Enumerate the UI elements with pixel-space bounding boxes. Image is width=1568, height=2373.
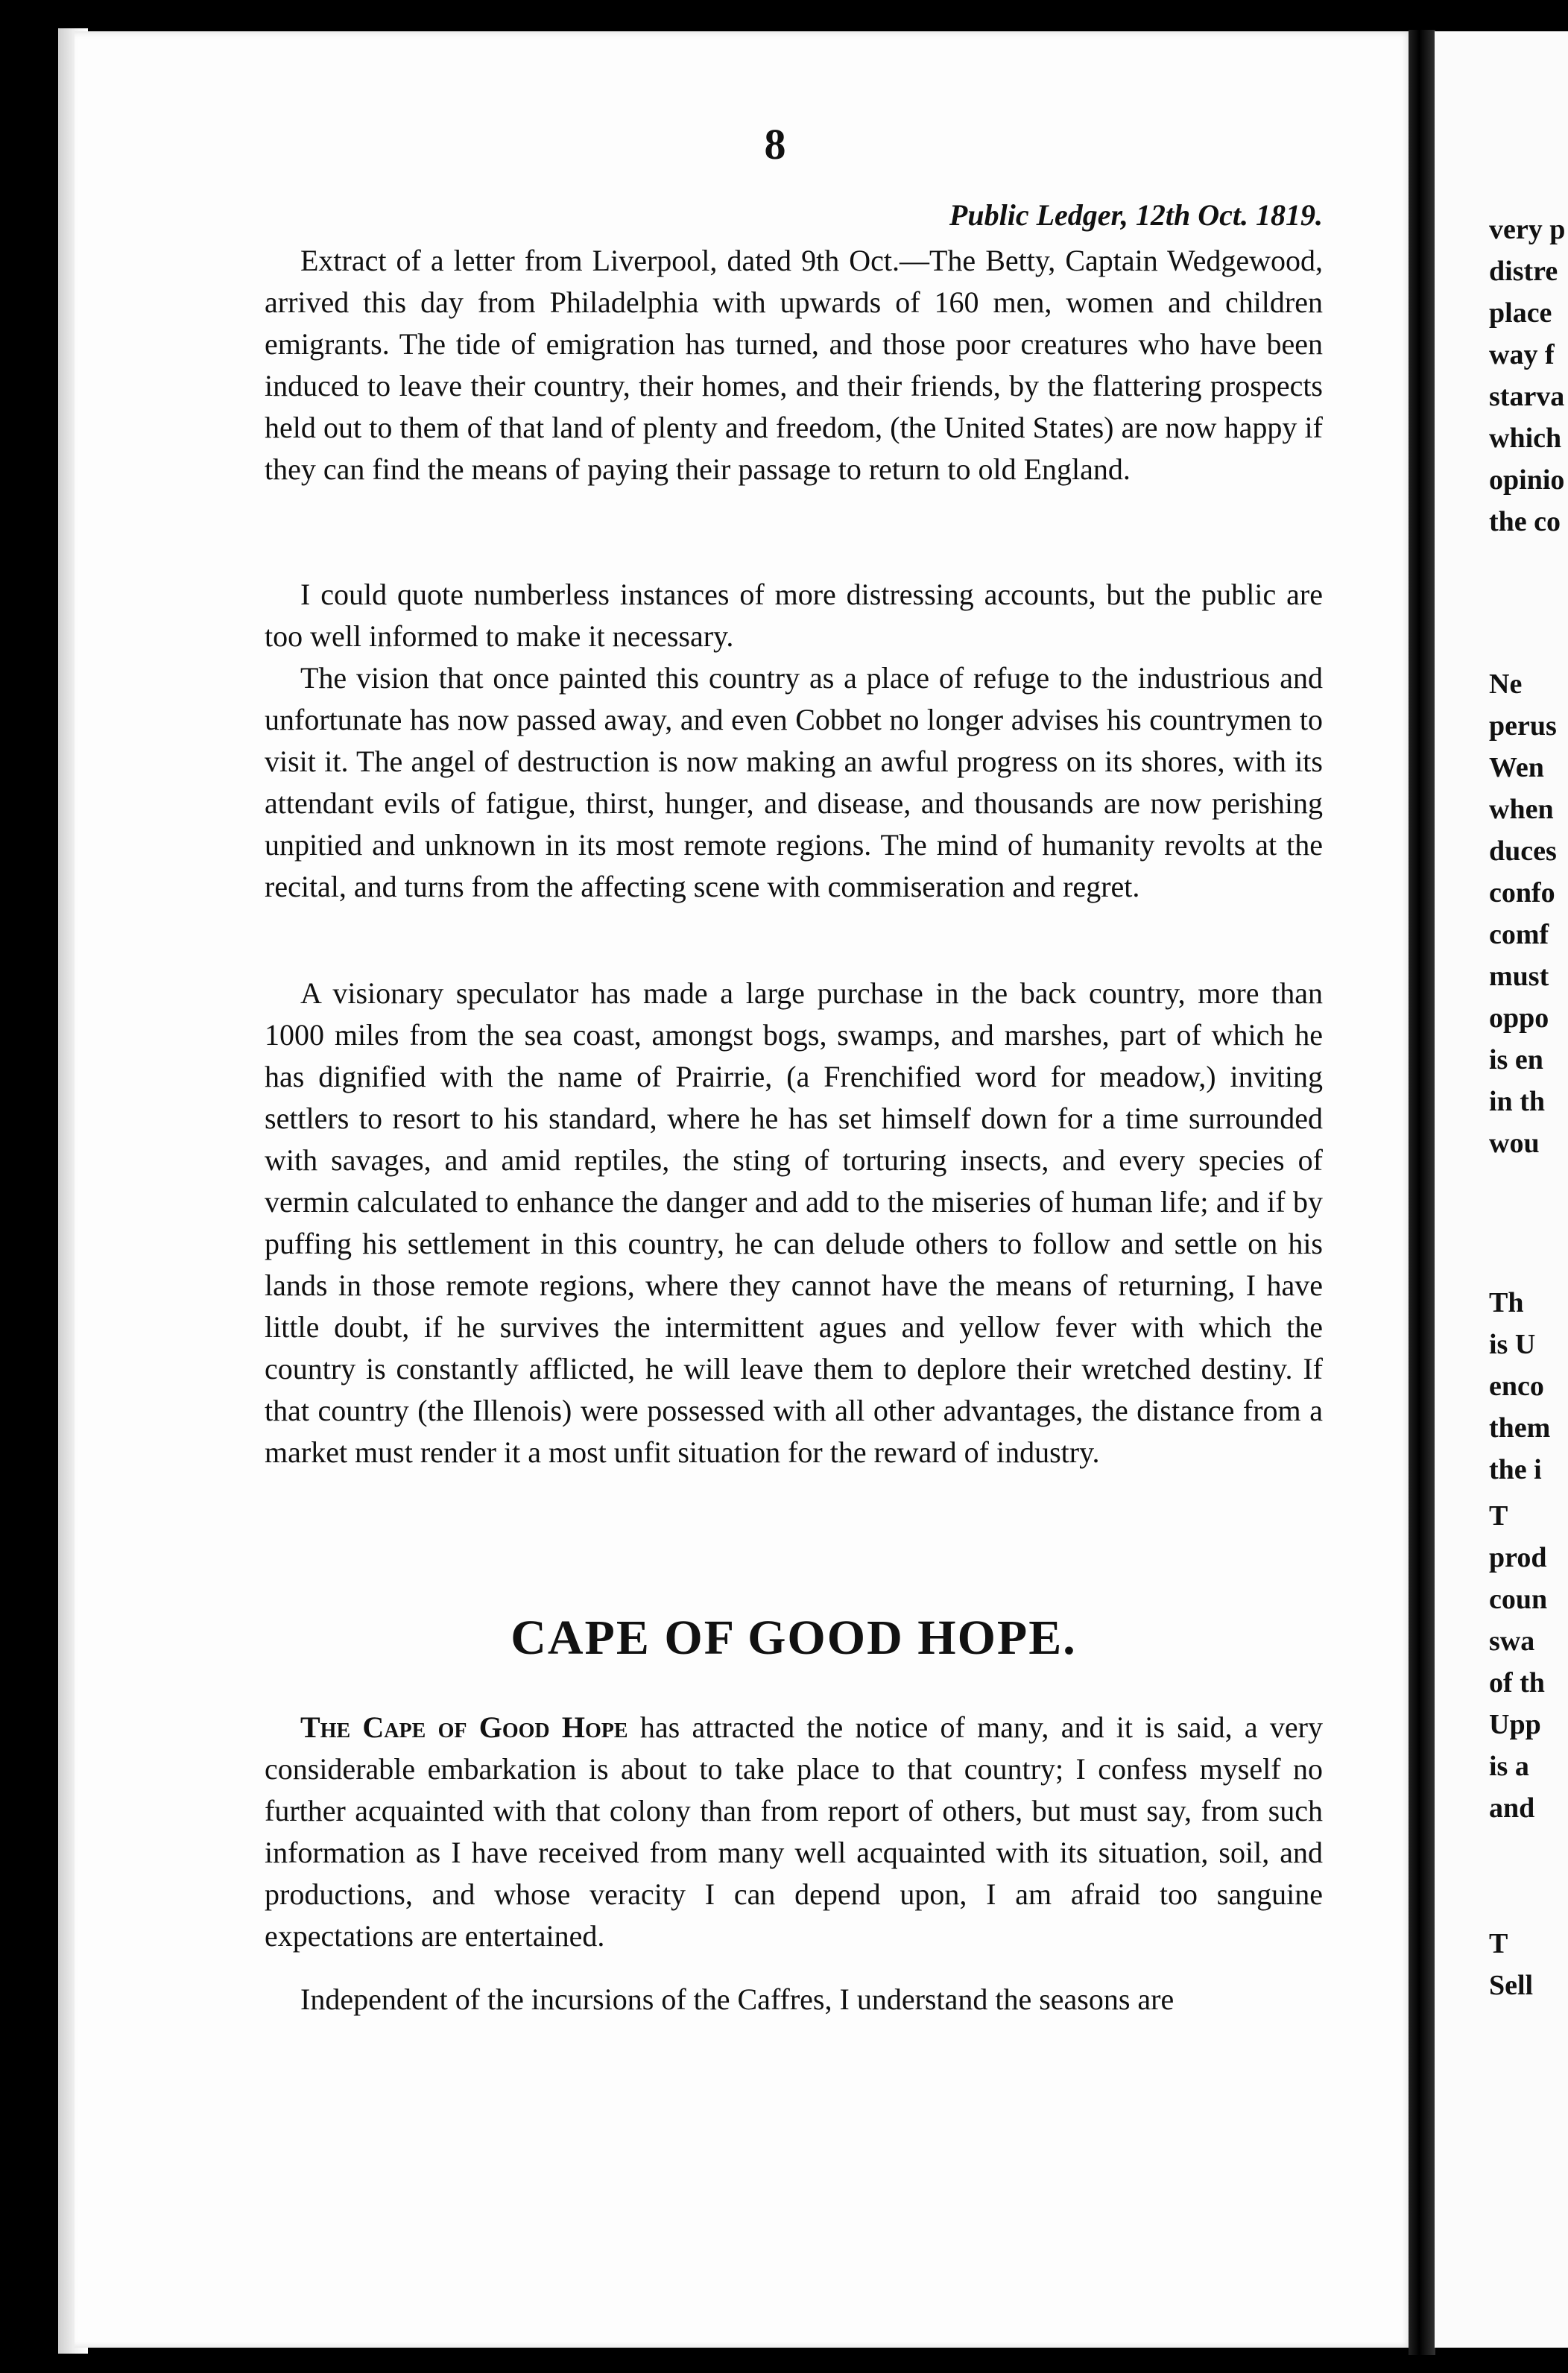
right-page-fragment: perus <box>1489 710 1557 742</box>
right-page-fragment: and <box>1489 1792 1535 1824</box>
right-page-fragment: Ne <box>1489 669 1523 700</box>
paragraph-numberless-instances: I could quote numberless instances of more distressing accounts, but the public are too well informed to make it necessary. <box>265 578 1323 653</box>
right-page-fragment: them <box>1489 1412 1551 1444</box>
right-page-fragment: duces <box>1489 835 1557 867</box>
right-page-fragment: is en <box>1489 1044 1543 1075</box>
right-page-fragment: distre <box>1489 256 1558 287</box>
right-page-fragment: must <box>1489 961 1549 992</box>
right-page-fragment: Upp <box>1489 1709 1541 1740</box>
source-citation: Public Ledger, 12th Oct. 1819. <box>949 198 1323 232</box>
paragraph-caffres: Independent of the incursions of the Caffres, I understand the seasons are <box>300 1982 1175 2016</box>
paragraph-liverpool-extract: Extract of a letter from Liverpool, dated 9th Oct.—The Betty, Captain Wedgewood, arrived this day from Philadelphia with upwards of 160 men, women and children emigrants. The tide of emigration has turned, and those poor creatures who have been induced to leave their country, their homes, and their friends, by the flattering prospects held out to them of that land of plenty and freedom, (the United States) are now happy if they can find the means of paying their passage to return to old England. <box>265 244 1323 486</box>
right-page-fragment: is a <box>1489 1751 1529 1782</box>
right-page-fragment: which <box>1489 423 1562 454</box>
paragraph-vision: The vision that once painted this country as a place of refuge to the industrious and unfortunate has now passed away, and even Cobbet no longer advises his countrymen to visit it. The angel of destruction is now making an awful progress on its shores, with its attendant evils of fatigue, thirst, hunger, and disease, and thousands are now perishing unpitied and unknown in its most remote regions. The mind of humanity revolts at the recital, and turns from the affecting scene with commiseration and regret. <box>265 661 1323 903</box>
right-page-fragment: when <box>1489 794 1554 825</box>
cape-lead-smallcaps: The Cape of Good Hope <box>300 1710 628 1744</box>
right-page-fragment: prod <box>1489 1542 1547 1573</box>
right-page-fragment: the co <box>1489 506 1561 537</box>
right-page-fragment: comf <box>1489 919 1549 950</box>
right-page-fragment: is U <box>1489 1329 1536 1360</box>
right-page-fragment: oppo <box>1489 1002 1549 1034</box>
paragraph-cape-intro <box>265 1707 1323 1957</box>
right-page-fragment: place <box>1489 297 1552 329</box>
right-page-fragment: the i <box>1489 1454 1542 1485</box>
right-page-fragment: confo <box>1489 877 1555 909</box>
right-page-fragment: starva <box>1489 381 1565 412</box>
right-page-fragment: T <box>1489 1928 1508 1959</box>
right-page-fragment: Wen <box>1489 752 1544 783</box>
right-page-fragment: swa <box>1489 1625 1535 1657</box>
right-page-fragment: in th <box>1489 1086 1545 1117</box>
right-page-fragment: opinio <box>1489 464 1565 496</box>
page-number: 8 <box>764 120 786 168</box>
right-page-fragment: Sell <box>1489 1970 1534 2001</box>
paragraph-speculator: A visionary speculator has made a large purchase in the back country, more than 1000 miles from the sea coast, amongst bogs, swamps, and marshes, part of which he has dignified with the name of Prairrie, (a Frenchified word for meadow,) inviting settlers to resort to his standard, where he has set himself down for a time surrounded with savages, and amid reptiles, the sting of torturing insects, and every species of vermin calculated to enhance the danger and add to the miseries of human life; and if by puffing his settlement in this country, he can delude others to follow and settle on his lands in those remote regions, where they cannot have the means of returning, I have little doubt, if he survives the intermittent agues and yellow fever with which the country is constantly afflicted, he will leave them to deplore their wretched destiny. If that country (the Illenois) were possessed with all other advantages, the distance from a market must render it a most unfit situation for the reward of industry. <box>265 976 1323 1469</box>
right-page-fragment: enco <box>1489 1371 1544 1402</box>
right-page-fragment: way f <box>1489 339 1555 370</box>
cape-intro-text: has attracted the notice of many, and it is said, a very considerable embarkation is about to take place to that country; I confess myself no further acquainted with that colony than from report of others, but must say, from such information as I have received from many well acquainted with its situation, soil, and productions, and whose veracity I can depend upon, I am afraid too sanguine expectations are entertained. <box>265 1710 1324 1953</box>
right-page-fragment: of th <box>1489 1667 1545 1699</box>
right-page-fragment: wou <box>1489 1128 1540 1159</box>
section-heading: CAPE OF GOOD HOPE. <box>510 1611 1077 1665</box>
book-gutter <box>1409 30 1435 2355</box>
right-page-fragment: T <box>1489 1500 1508 1532</box>
right-page-fragment: very p <box>1489 214 1566 245</box>
right-page-fragment: coun <box>1489 1584 1548 1615</box>
right-page-fragment: Th <box>1489 1287 1524 1318</box>
